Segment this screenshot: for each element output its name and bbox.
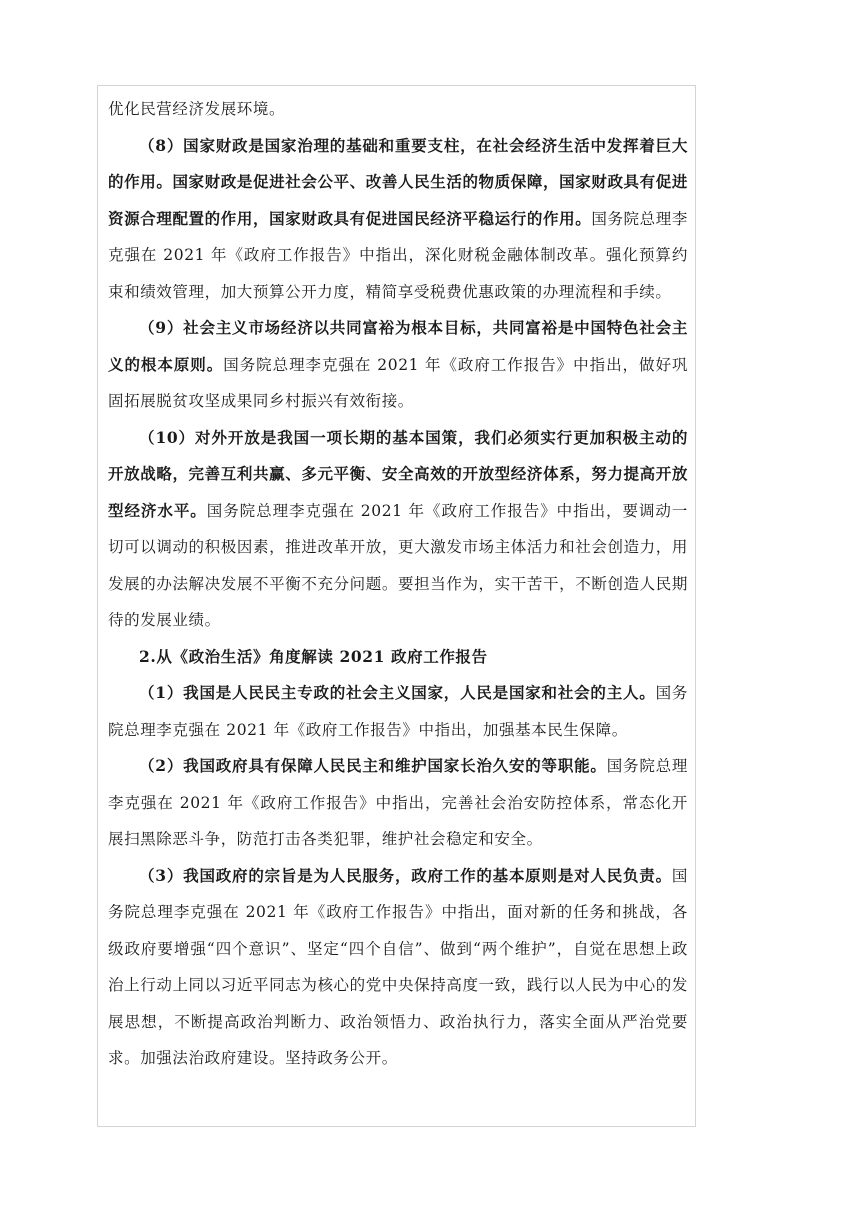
paragraph-3-government-purpose bbox=[108, 858, 688, 1077]
paragraph-key-point: （8）国家财政是国家治理的基础和重要支柱，在社会经济生活中发挥着巨大的作用。国家财政是促进社会公平、改善人民生活的物质保障，国家财政具有促进资源合理配置的作用，国家财政具有促进国民经济平稳运行的作用。 bbox=[108, 135, 688, 228]
paragraph-text: 国务院总理李克强在 2021 年《政府工作报告》中指出，完善社会治安防控体系，常态化开展扫黑除恶斗争，防范打击各类犯罪，维护社会稳定和安全。 bbox=[108, 757, 688, 848]
paragraph-9-common-prosperity bbox=[108, 310, 688, 420]
paragraph-text: 国务院总理李克强在 2021 年《政府工作报告》中指出，做好巩固拓展脱贫攻坚成果同乡村振兴有效衔接。 bbox=[108, 355, 689, 410]
paragraph-8-finance bbox=[108, 128, 688, 311]
paragraph-key-point: （9）社会主义市场经济以共同富裕为根本目标，共同富裕是中国特色社会主义的根本原则。 bbox=[108, 318, 688, 374]
paragraph-key-point: （3）我国政府的宗旨是为人民服务，政府工作的基本原则是对人民负责。 bbox=[139, 865, 672, 885]
paragraph-10-opening-up bbox=[108, 420, 688, 639]
section-heading-political-life bbox=[108, 639, 688, 676]
paragraph-env bbox=[108, 91, 688, 128]
paragraph-text: 优化民营经济发展环境。 bbox=[108, 100, 286, 118]
document-body bbox=[108, 91, 688, 1077]
paragraph-key-point: （1）我国是人民民主专政的社会主义国家，人民是国家和社会的主人。 bbox=[139, 683, 656, 702]
paragraph-1-people-democracy bbox=[108, 675, 688, 748]
paragraph-text: 国务院总理李克强在 2021 年《政府工作报告》中指出，面对新的任务和挑战，各级政府要增强“四个意识”、坚定“四个自信”、做到“两个维护”，自觉在思想上政治上行动上同以习近平同志为核心的党中央保持高度一致，践行以人民为中心的发展思想，不断提高政治判断力、政治领悟力、政治执行力，落实全面从严治党要求。加强法治政府建设。坚持政务公开。 bbox=[108, 866, 688, 1067]
paragraph-2-government-functions bbox=[108, 748, 688, 858]
paragraph-text: 国务院总理李克强在 2021 年《政府工作报告》中指出，深化财税金融体制改革。强化预算约束和绩效管理，加大预算公开力度，精简享受税费优惠政策的办理流程和手续。 bbox=[108, 209, 688, 301]
paragraph-key-point: （2）我国政府具有保障人民民主和维护国家长治久安的等职能。 bbox=[139, 756, 607, 775]
section-heading: 2.从《政治生活》角度解读 2021 政府工作报告 bbox=[139, 646, 488, 666]
paragraph-key-point: （10）对外开放是我国一项长期的基本国策，我们必须实行更加积极主动的开放战略，完善互利共赢、多元平衡、安全高效的开放型经济体系，努力提高开放型经济水平。 bbox=[108, 427, 688, 520]
paragraph-text: 国务院总理李克强在 2021 年《政府工作报告》中指出，加强基本民生保障。 bbox=[108, 684, 688, 739]
paragraph-text: 国务院总理李克强在 2021 年《政府工作报告》中指出，要调动一切可以调动的积极因素，推进改革开放，更大激发市场主体活力和社会创造力，用发展的办法解决发展不平衡不充分问题。要担当作为，实干苦干，不断创造人民期待的发展业绩。 bbox=[108, 501, 688, 629]
